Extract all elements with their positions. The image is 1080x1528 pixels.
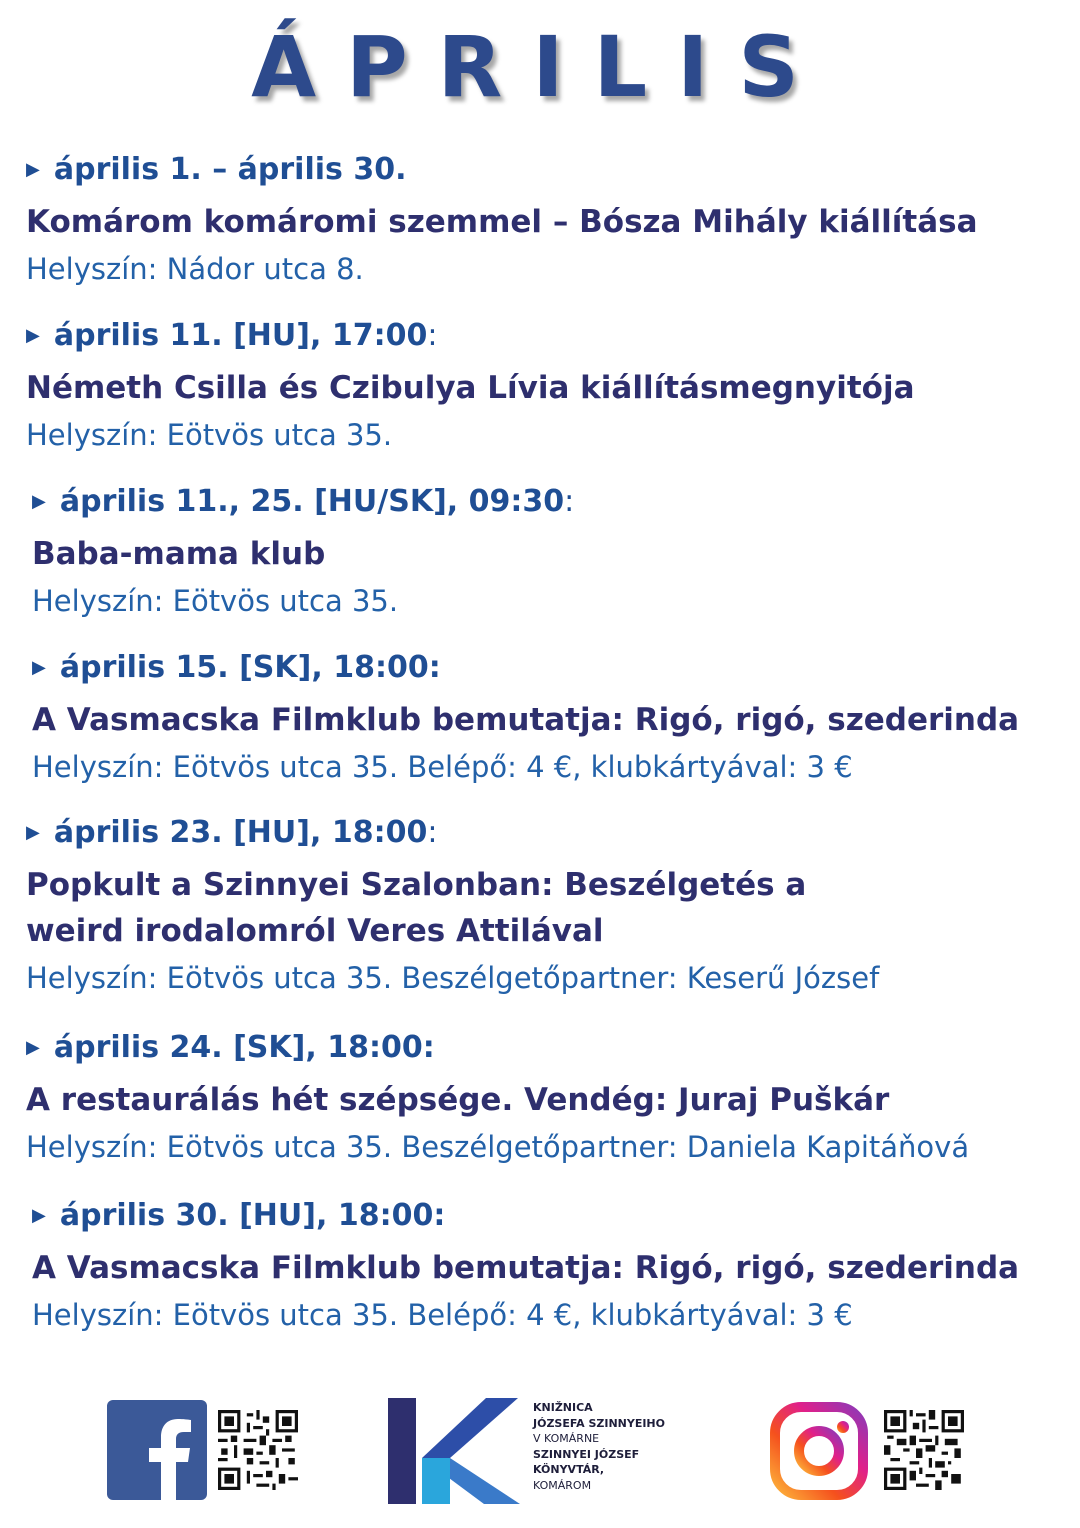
event-location: Helyszín: Nádor utca 8.: [26, 252, 364, 286]
page-title: ÁPRILIS: [251, 18, 829, 116]
event-date-suffix: :: [564, 484, 575, 519]
event-date: [32, 650, 1060, 690]
library-name-line: JÓZSEFA SZINNYEIHO: [533, 1416, 665, 1430]
event-title: A Vasmacska Filmklub bemutatja: Rigó, rigó, szederinda: [32, 1250, 1020, 1286]
bullet-icon: ▶: [32, 1205, 46, 1226]
bullet-icon: ▶: [32, 657, 46, 678]
event-title: A restaurálás hét szépsége. Vendég: Juraj Puškár: [26, 1082, 890, 1118]
event-item: [32, 650, 1060, 787]
event-date: [26, 318, 1060, 358]
event-location: Helyszín: Eötvös utca 35. Belépő: 4 €, klubkártyával: 3 €: [32, 750, 853, 784]
library-name-line: V KOMÁRNE: [533, 1432, 600, 1445]
instagram-qr-code[interactable]: [884, 1410, 964, 1490]
event-date: [26, 152, 1060, 192]
library-name-line: KOMÁROM: [533, 1478, 592, 1492]
facebook-qr-code[interactable]: [218, 1410, 298, 1490]
event-date: [32, 484, 1060, 524]
event-title: Popkult a Szinnyei Szalonban: Beszélgetés a weird irodalomról Veres Attilával: [26, 867, 807, 949]
event-date-text: április 23. [HU], 18:00: [53, 815, 428, 850]
instagram-icon[interactable]: [770, 1402, 868, 1500]
library-name: [533, 1400, 733, 1493]
event-location: Helyszín: Eötvös utca 35.: [26, 418, 393, 452]
library-logo-icon: [388, 1398, 528, 1504]
event-location: Helyszín: Eötvös utca 35.: [32, 584, 399, 618]
bullet-icon: ▶: [26, 325, 40, 346]
event-item: [26, 318, 1060, 455]
event-item: [26, 152, 1060, 289]
library-name-line: KNIŽNICA: [533, 1401, 593, 1414]
event-location: Helyszín: Eötvös utca 35. Beszélgetőpartner: Daniela Kapitáňová: [26, 1130, 970, 1164]
event-date-text: április 24. [SK], 18:00:: [53, 1030, 435, 1065]
event-location: Helyszín: Eötvös utca 35. Belépő: 4 €, klubkártyával: 3 €: [32, 1298, 853, 1332]
event-date-text: április 11., 25. [HU/SK], 09:30: [59, 484, 565, 519]
bullet-icon: ▶: [32, 491, 46, 512]
bullet-icon: ▶: [26, 822, 40, 843]
event-date-text: április 15. [SK], 18:00:: [59, 650, 441, 685]
event-title: Komárom komáromi szemmel – Bósza Mihály kiállítása: [26, 204, 978, 240]
facebook-icon[interactable]: [107, 1400, 207, 1500]
event-date: [32, 1198, 1060, 1238]
event-date-text: április 11. [HU], 17:00: [53, 318, 428, 353]
event-item: [26, 815, 910, 998]
event-item: [32, 484, 1060, 621]
event-date-suffix: :: [427, 815, 438, 850]
bullet-icon: ▶: [26, 159, 40, 180]
event-item: [32, 1198, 1060, 1335]
event-date-text: április 1. – április 30.: [53, 152, 407, 187]
library-name-line: KÖNYVTÁR,: [533, 1463, 605, 1476]
bullet-icon: ▶: [26, 1037, 40, 1058]
event-location: Helyszín: Eötvös utca 35. Beszélgetőpartner: Keserű József: [26, 961, 880, 995]
event-item: [26, 1030, 1060, 1167]
event-date: [26, 815, 910, 855]
event-date-text: április 30. [HU], 18:00:: [59, 1198, 446, 1233]
event-title: Baba-mama klub: [32, 536, 326, 572]
footer: [0, 1396, 1080, 1506]
event-date-suffix: :: [427, 318, 438, 353]
event-date: [26, 1030, 1060, 1070]
library-name-line: SZINNYEI JÓZSEF: [533, 1447, 640, 1461]
event-title: A Vasmacska Filmklub bemutatja: Rigó, rigó, szederinda: [32, 702, 1020, 738]
event-title: Németh Csilla és Czibulya Lívia kiállításmegnyitója: [26, 370, 915, 406]
